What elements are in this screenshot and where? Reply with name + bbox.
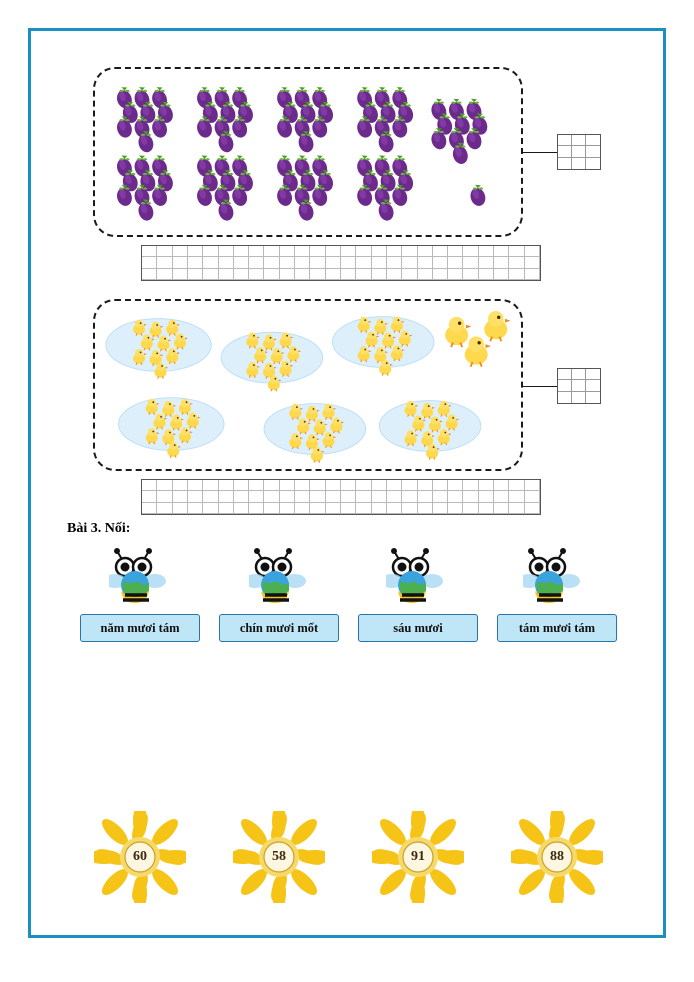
task3-title: Bài 3. Nối: <box>67 521 131 536</box>
grid-cell[interactable] <box>234 246 249 257</box>
grid-cell[interactable] <box>173 491 188 502</box>
grid-cell[interactable] <box>558 135 572 146</box>
number-flower-3[interactable] <box>511 811 603 903</box>
grid-cell[interactable] <box>264 491 279 502</box>
grid-cell[interactable] <box>418 269 433 280</box>
grid-cell[interactable] <box>173 480 188 491</box>
grid-cell[interactable] <box>295 480 310 491</box>
grid-cell[interactable] <box>326 269 341 280</box>
eggplant-groups <box>95 69 521 235</box>
grid-cell[interactable] <box>463 257 478 268</box>
grid-cell[interactable] <box>234 269 249 280</box>
grid-cell[interactable] <box>433 491 448 502</box>
grid-cell[interactable] <box>586 380 600 391</box>
grid-cell[interactable] <box>219 503 234 514</box>
grid-cell[interactable] <box>525 257 540 268</box>
grid-cell[interactable] <box>280 257 295 268</box>
word-card-3[interactable]: tám mươi tám <box>497 614 617 642</box>
grid-cell[interactable] <box>326 246 341 257</box>
grid-cell[interactable] <box>341 480 356 491</box>
grid-cell[interactable] <box>479 491 494 502</box>
grid-cell[interactable] <box>295 257 310 268</box>
grid-cell[interactable] <box>264 257 279 268</box>
chick-answer-grid[interactable] <box>557 368 601 404</box>
grid-cell[interactable] <box>280 269 295 280</box>
grid-cell[interactable] <box>586 146 600 157</box>
grid-cell[interactable] <box>494 491 509 502</box>
grid-cell[interactable] <box>356 269 371 280</box>
flower-number: 91 <box>411 849 425 864</box>
grid-cell[interactable] <box>203 246 218 257</box>
grid-cell[interactable] <box>264 480 279 491</box>
grid-cell[interactable] <box>157 480 172 491</box>
grid-cell[interactable] <box>173 257 188 268</box>
grid-cell[interactable] <box>448 269 463 280</box>
grid-cell[interactable] <box>509 480 524 491</box>
grid-cell[interactable] <box>479 503 494 514</box>
grid-cell[interactable] <box>418 246 433 257</box>
grid-cell[interactable] <box>341 491 356 502</box>
chick-groups <box>95 301 521 469</box>
grid-cell[interactable] <box>326 480 341 491</box>
grid-cell[interactable] <box>280 246 295 257</box>
grid-cell[interactable] <box>433 269 448 280</box>
number-flower-2[interactable] <box>372 811 464 903</box>
grid-cell[interactable] <box>142 491 157 502</box>
grid-cell[interactable] <box>264 246 279 257</box>
grid-cell[interactable] <box>433 257 448 268</box>
grid-cell[interactable] <box>249 480 264 491</box>
grid-cell[interactable] <box>402 480 417 491</box>
grid-cell[interactable] <box>572 146 586 157</box>
grid-cell[interactable] <box>463 491 478 502</box>
grid-cell[interactable] <box>586 369 600 380</box>
grid-cell[interactable] <box>295 246 310 257</box>
grid-cell[interactable] <box>525 269 540 280</box>
flower-number: 60 <box>133 849 147 864</box>
grid-cell[interactable] <box>448 246 463 257</box>
grid-cell[interactable] <box>463 246 478 257</box>
grid-cell[interactable] <box>264 269 279 280</box>
grid-cell[interactable] <box>433 246 448 257</box>
grid-cell[interactable] <box>203 503 218 514</box>
grid-cell[interactable] <box>372 257 387 268</box>
grid-cell[interactable] <box>203 257 218 268</box>
grid-cell[interactable] <box>234 480 249 491</box>
grid-cell[interactable] <box>494 246 509 257</box>
grid-cell[interactable] <box>402 491 417 502</box>
bee-icon <box>386 547 448 609</box>
grid-cell[interactable] <box>234 491 249 502</box>
grid-cell[interactable] <box>219 246 234 257</box>
grid-cell[interactable] <box>157 491 172 502</box>
grid-cell[interactable] <box>418 503 433 514</box>
grid-cell[interactable] <box>203 269 218 280</box>
grid-cell[interactable] <box>280 491 295 502</box>
grid-cell[interactable] <box>572 158 586 169</box>
grid-cell[interactable] <box>525 246 540 257</box>
grid-cell[interactable] <box>387 269 402 280</box>
grid-cell[interactable] <box>586 135 600 146</box>
grid-cell[interactable] <box>188 480 203 491</box>
grid-cell[interactable] <box>280 503 295 514</box>
grid-cell[interactable] <box>173 269 188 280</box>
chick-counting-panel <box>93 299 523 471</box>
grid-cell[interactable] <box>219 257 234 268</box>
grid-cell[interactable] <box>295 269 310 280</box>
grid-cell[interactable] <box>341 246 356 257</box>
grid-cell[interactable] <box>234 257 249 268</box>
grid-cell[interactable] <box>157 257 172 268</box>
grid-cell[interactable] <box>280 480 295 491</box>
grid-cell[interactable] <box>249 246 264 257</box>
grid-cell[interactable] <box>479 269 494 280</box>
bee-icon <box>249 547 311 609</box>
flower-number: 88 <box>550 849 564 864</box>
grid-cell[interactable] <box>418 480 433 491</box>
flower-number: 58 <box>272 849 286 864</box>
grid-cell[interactable] <box>572 369 586 380</box>
number-flower-1[interactable] <box>233 811 325 903</box>
grid-cell[interactable] <box>264 503 279 514</box>
eggplant-answer-grid[interactable] <box>557 134 601 170</box>
grid-cell[interactable] <box>142 503 157 514</box>
grid-cell[interactable] <box>173 246 188 257</box>
grid-cell[interactable] <box>249 269 264 280</box>
grid-cell[interactable] <box>525 491 540 502</box>
grid-cell[interactable] <box>295 491 310 502</box>
grid-cell[interactable] <box>188 491 203 502</box>
grid-cell[interactable] <box>372 503 387 514</box>
grid-cell[interactable] <box>558 380 572 391</box>
grid-cell[interactable] <box>387 503 402 514</box>
grid-cell[interactable] <box>295 503 310 514</box>
grid-cell[interactable] <box>157 269 172 280</box>
grid-cell[interactable] <box>433 503 448 514</box>
grid-cell[interactable] <box>234 503 249 514</box>
grid-cell[interactable] <box>173 503 188 514</box>
worksheet-page <box>28 28 666 938</box>
grid-cell[interactable] <box>310 246 325 257</box>
grid-cell[interactable] <box>356 480 371 491</box>
grid-cell[interactable] <box>310 503 325 514</box>
grid-cell[interactable] <box>157 503 172 514</box>
grid-cell[interactable] <box>418 491 433 502</box>
grid-cell[interactable] <box>387 480 402 491</box>
grid-cell[interactable] <box>203 491 218 502</box>
grid-cell[interactable] <box>188 269 203 280</box>
grid-cell[interactable] <box>326 257 341 268</box>
grid-cell[interactable] <box>572 380 586 391</box>
grid-cell[interactable] <box>249 257 264 268</box>
grid-cell[interactable] <box>509 503 524 514</box>
grid-cell[interactable] <box>341 257 356 268</box>
grid-cell[interactable] <box>310 269 325 280</box>
grid-cell[interactable] <box>418 257 433 268</box>
grid-cell[interactable] <box>494 269 509 280</box>
grid-cell[interactable] <box>494 480 509 491</box>
grid-cell[interactable] <box>479 480 494 491</box>
grid-cell[interactable] <box>558 369 572 380</box>
grid-cell[interactable] <box>219 491 234 502</box>
veg-connector-line <box>523 152 557 153</box>
grid-cell[interactable] <box>219 269 234 280</box>
grid-cell[interactable] <box>387 246 402 257</box>
grid-cell[interactable] <box>525 480 540 491</box>
grid-cell[interactable] <box>310 491 325 502</box>
grid-cell[interactable] <box>188 257 203 268</box>
grid-cell[interactable] <box>448 480 463 491</box>
grid-cell[interactable] <box>479 246 494 257</box>
grid-cell[interactable] <box>142 246 157 257</box>
grid-cell[interactable] <box>448 257 463 268</box>
grid-cell[interactable] <box>433 480 448 491</box>
grid-cell[interactable] <box>463 480 478 491</box>
grid-cell[interactable] <box>356 257 371 268</box>
grid-cell[interactable] <box>249 503 264 514</box>
grid-cell[interactable] <box>142 257 157 268</box>
grid-cell[interactable] <box>558 146 572 157</box>
bee-icon <box>109 547 171 609</box>
grid-cell[interactable] <box>448 491 463 502</box>
grid-cell[interactable] <box>157 246 172 257</box>
grid-cell[interactable] <box>463 269 478 280</box>
grid-cell[interactable] <box>509 257 524 268</box>
grid-cell[interactable] <box>188 246 203 257</box>
grid-cell[interactable] <box>372 246 387 257</box>
grid-cell[interactable] <box>402 269 417 280</box>
grid-cell[interactable] <box>341 269 356 280</box>
grid-cell[interactable] <box>188 503 203 514</box>
eggplant-writing-grid[interactable] <box>141 245 541 281</box>
grid-cell[interactable] <box>219 480 234 491</box>
grid-cell[interactable] <box>372 480 387 491</box>
grid-cell[interactable] <box>249 491 264 502</box>
grid-cell[interactable] <box>509 269 524 280</box>
grid-cell[interactable] <box>356 246 371 257</box>
chick-connector-line <box>523 386 557 387</box>
grid-cell[interactable] <box>326 503 341 514</box>
grid-cell[interactable] <box>387 257 402 268</box>
grid-cell[interactable] <box>387 491 402 502</box>
grid-cell[interactable] <box>558 158 572 169</box>
grid-cell[interactable] <box>326 491 341 502</box>
grid-cell[interactable] <box>402 246 417 257</box>
grid-cell[interactable] <box>372 269 387 280</box>
grid-cell[interactable] <box>341 503 356 514</box>
grid-cell[interactable] <box>558 392 572 403</box>
number-flower-0[interactable] <box>94 811 186 903</box>
grid-cell[interactable] <box>142 269 157 280</box>
grid-cell[interactable] <box>310 480 325 491</box>
grid-cell[interactable] <box>448 503 463 514</box>
grid-cell[interactable] <box>525 503 540 514</box>
grid-cell[interactable] <box>310 257 325 268</box>
grid-cell[interactable] <box>494 503 509 514</box>
chick-writing-grid[interactable] <box>141 479 541 515</box>
grid-cell[interactable] <box>356 491 371 502</box>
grid-cell[interactable] <box>572 135 586 146</box>
grid-cell[interactable] <box>479 257 494 268</box>
grid-cell[interactable] <box>402 257 417 268</box>
grid-cell[interactable] <box>509 491 524 502</box>
grid-cell[interactable] <box>494 257 509 268</box>
grid-cell[interactable] <box>372 491 387 502</box>
grid-cell[interactable] <box>402 503 417 514</box>
grid-cell[interactable] <box>142 480 157 491</box>
bee-icon <box>523 547 585 609</box>
grid-cell[interactable] <box>586 158 600 169</box>
word-card-2[interactable]: sáu mươi <box>358 614 478 642</box>
word-card-1[interactable]: chín mươi mốt <box>219 614 339 642</box>
grid-cell[interactable] <box>356 503 371 514</box>
grid-cell[interactable] <box>509 246 524 257</box>
eggplant-counting-panel <box>93 67 523 237</box>
grid-cell[interactable] <box>572 392 586 403</box>
grid-cell[interactable] <box>586 392 600 403</box>
grid-cell[interactable] <box>463 503 478 514</box>
grid-cell[interactable] <box>203 480 218 491</box>
word-card-0[interactable]: năm mươi tám <box>80 614 200 642</box>
